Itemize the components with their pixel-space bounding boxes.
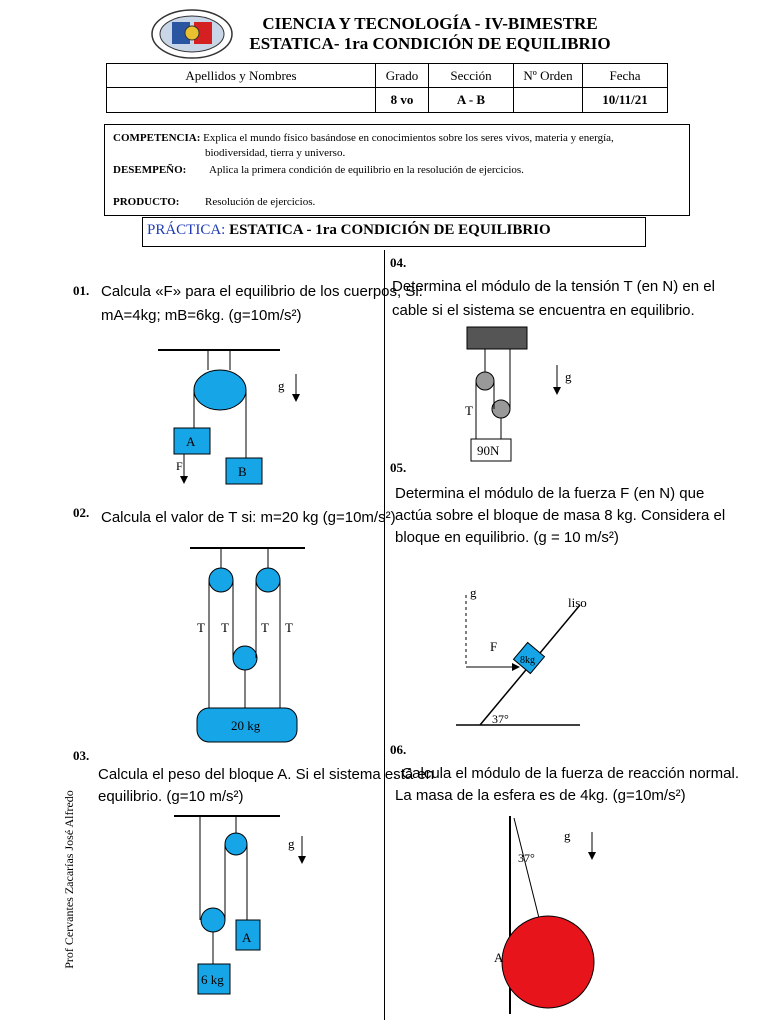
q1-label-f: F xyxy=(176,459,183,473)
q2-text: Calcula el valor de T si: m=20 kg (g=10m/s²) xyxy=(101,509,396,526)
practica-title: ESTATICA - 1ra CONDICIÓN DE EQUILIBRIO xyxy=(229,222,551,238)
producto-label: PRODUCTO: xyxy=(113,196,180,208)
q3-label-g: g xyxy=(288,836,295,851)
header-line2: ESTATICA- 1ra CONDICIÓN DE EQUILIBRIO xyxy=(249,34,611,53)
author-credit: Prof Cervantes Zacarías José Alfredo xyxy=(61,790,76,969)
q1-text2: mA=4kg; mB=6kg. (g=10m/s²) xyxy=(101,307,302,324)
q6-text: . Calcula el módulo de la fuerza de reacción normal. xyxy=(393,765,740,782)
q1-label-g: g xyxy=(278,378,285,393)
q3-number: 03. xyxy=(73,748,90,763)
q3-label-a: A xyxy=(242,930,252,945)
q4-block-label: 90N xyxy=(477,443,500,458)
practica-label: PRÁCTICA: xyxy=(147,222,226,238)
q5-text: Determina el módulo de la fuerza F (en N) que xyxy=(395,485,705,502)
q1-text: Calcula «F» para el equilibrio de los cuerpos, Si: xyxy=(101,283,423,300)
competencia-label: COMPETENCIA: xyxy=(113,132,201,144)
q4-diagram xyxy=(455,325,595,465)
q4-label-g: g xyxy=(565,369,572,384)
q3-text2: equilibrio. (g=10 m/s²) xyxy=(98,788,244,805)
q5-block-label: 8kg xyxy=(520,655,535,666)
q2-block-label: 20 kg xyxy=(231,718,261,733)
col-grado: Grado xyxy=(376,64,429,88)
competencia-text2: biodiversidad, tierra y universo. xyxy=(205,147,346,159)
col-fecha: Fecha xyxy=(583,64,668,88)
q2-label-t2: T xyxy=(221,620,229,635)
q1-diagram xyxy=(150,340,330,490)
q3-diagram xyxy=(170,808,320,998)
desempeno-text: Aplica la primera condición de equilibrio en la resolución de ejercicios. xyxy=(209,164,524,176)
q2-number: 02. xyxy=(73,505,90,520)
practica-banner xyxy=(142,217,646,247)
q3-block-label: 6 kg xyxy=(201,972,224,987)
val-nombres[interactable] xyxy=(107,88,376,113)
column-divider xyxy=(384,250,385,1020)
q5-label-liso: liso xyxy=(568,595,587,610)
q2-diagram xyxy=(185,540,315,745)
q4-label-t: T xyxy=(465,403,473,418)
col-seccion: Sección xyxy=(429,64,514,88)
q5-label-angle: 37° xyxy=(492,712,509,726)
val-grado: 8 vo xyxy=(376,88,429,113)
q6-label-g: g xyxy=(564,828,571,843)
q6-diagram xyxy=(492,812,632,1018)
q6-number: 06. xyxy=(390,742,407,757)
header-line1: CIENCIA Y TECNOLOGÍA - IV-BIMESTRE xyxy=(262,14,598,33)
val-seccion: A - B xyxy=(429,88,514,113)
q5-text2: actúa sobre el bloque de masa 8 kg. Considera el xyxy=(395,507,726,524)
q4-number: 04. xyxy=(390,255,407,270)
q5-number: 05. xyxy=(390,460,407,475)
q2-label-t1: T xyxy=(197,620,205,635)
col-nombres: Apellidos y Nombres xyxy=(107,64,376,88)
q5-label-f: F xyxy=(490,639,498,654)
q6-label-angle: 37° xyxy=(518,851,535,865)
competencia-box xyxy=(104,124,690,216)
val-fecha: 10/11/21 xyxy=(583,88,668,113)
q5-text3: bloque en equilibrio. (g = 10 m/s²) xyxy=(395,529,619,546)
q1-label-a: A xyxy=(186,434,196,449)
competencia-text: Explica el mundo físico basándose en conocimientos sobre los seres vivos, materia y energía, xyxy=(203,132,614,144)
q1-number: 01. xyxy=(73,283,90,298)
q1-label-b: B xyxy=(238,464,247,479)
producto-text: Resolución de ejercicios. xyxy=(205,196,316,208)
q5-diagram xyxy=(450,575,650,735)
q4-text2: cable si el sistema se encuentra en equilibrio. xyxy=(392,302,695,319)
q2-label-t3: T xyxy=(261,620,269,635)
q2-label-t4: T xyxy=(285,620,293,635)
student-info-table xyxy=(106,63,668,113)
q4-text: Determina el módulo de la tensión T (en N) en el xyxy=(392,278,715,295)
q3-text: Calcula el peso del bloque A. Si el sistema está en xyxy=(98,766,435,783)
desempeno-label: DESEMPEÑO: xyxy=(113,164,187,176)
val-orden[interactable] xyxy=(514,88,583,113)
q6-text2: La masa de la esfera es de 4kg. (g=10m/s²) xyxy=(395,787,686,804)
col-orden: Nº Orden xyxy=(514,64,583,88)
q6-label-a: A xyxy=(494,950,504,965)
q5-label-g: g xyxy=(470,585,477,600)
